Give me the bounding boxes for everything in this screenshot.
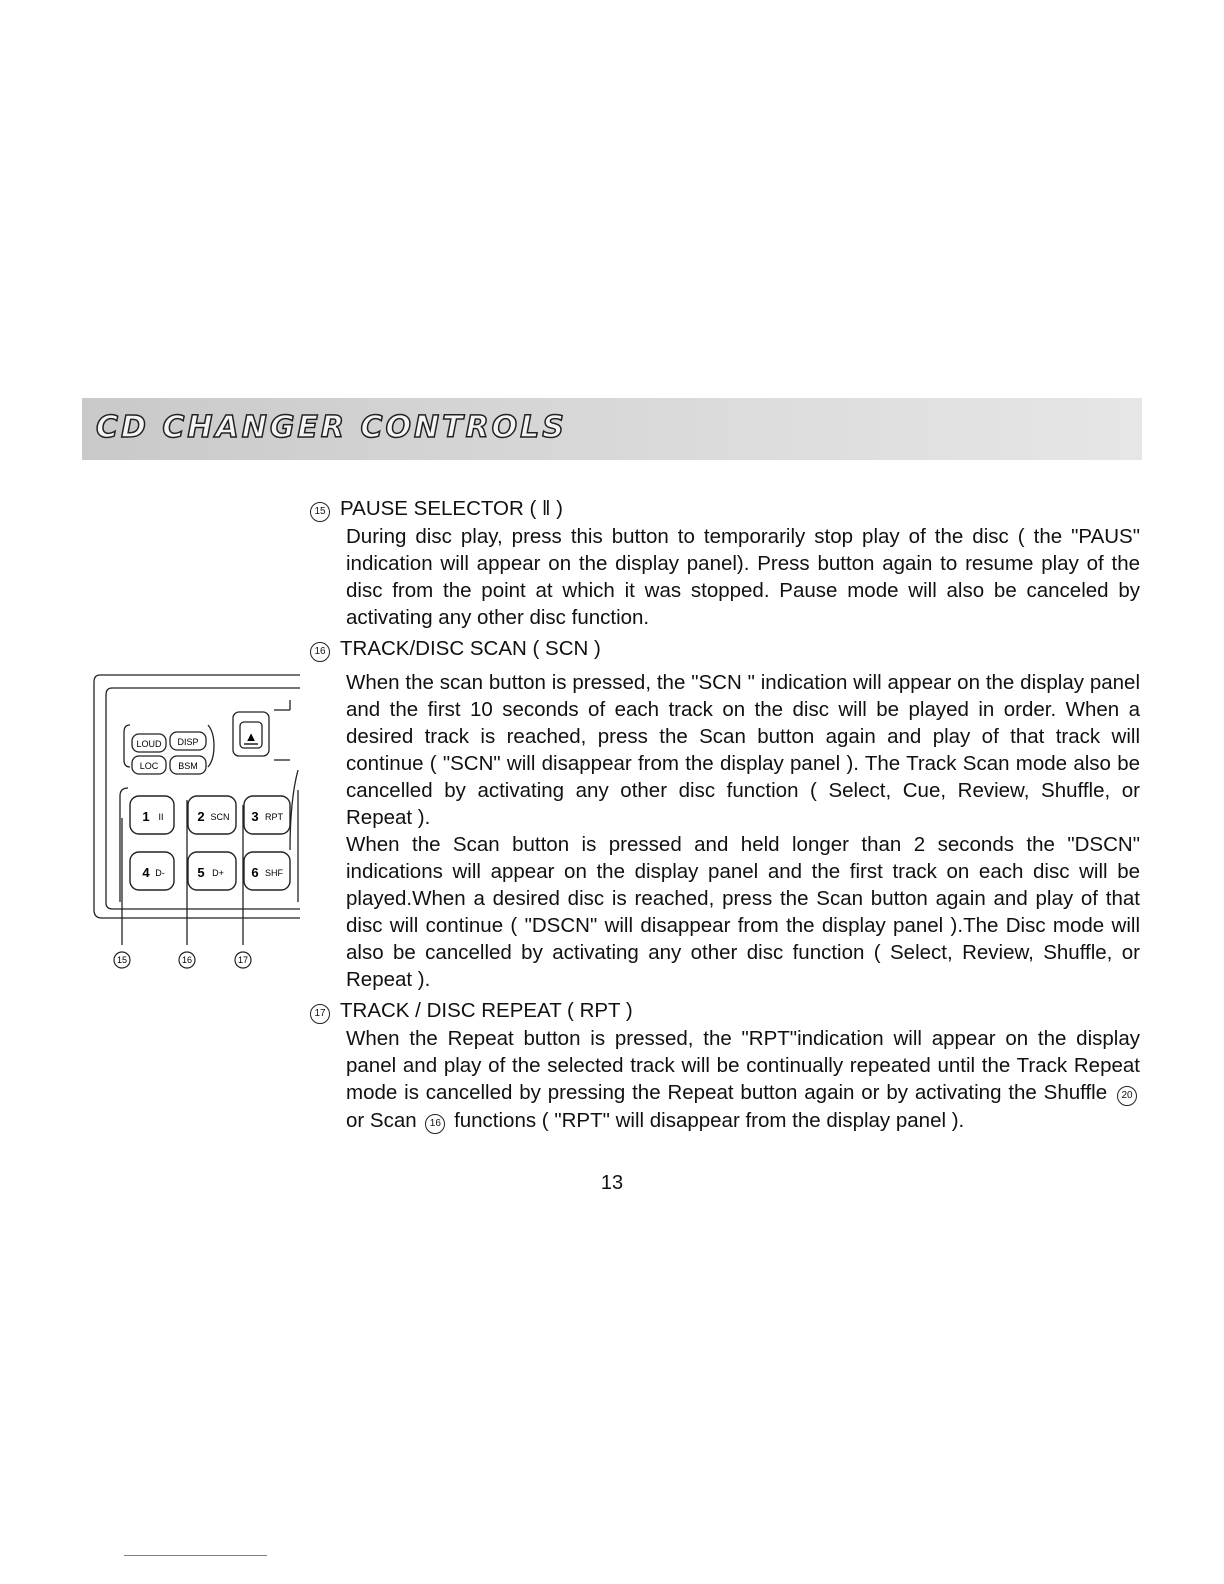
section-15-number: 15 [310, 502, 330, 522]
section-16-title: TRACK/DISC SCAN ( SCN ) [340, 637, 601, 660]
key-1-label: 1 [142, 809, 150, 824]
section-banner [82, 398, 1142, 460]
key-2-sub: SCN [210, 812, 230, 822]
key-6-label: 6 [251, 865, 259, 880]
loud-label: LOUD [136, 739, 162, 749]
section-17-heading [310, 997, 1140, 1025]
key-2-label: 2 [197, 809, 205, 824]
footer-rule [124, 1555, 267, 1556]
key-5-label: 5 [197, 865, 205, 880]
control-panel-diagram [90, 670, 310, 990]
section-16-number: 16 [310, 642, 330, 662]
key-4-label: 4 [142, 865, 150, 880]
section-16-heading [310, 635, 1140, 663]
disp-label: DISP [177, 737, 199, 747]
key-4-sub: D- [155, 868, 165, 878]
section-17-number: 17 [310, 1004, 330, 1024]
section-17-title: TRACK / DISC REPEAT ( RPT ) [340, 999, 633, 1022]
eject-icon: ▲ [244, 729, 258, 744]
banner-title: CD CHANGER CONTROLS [96, 410, 567, 445]
key-1-sub: II [158, 812, 164, 822]
callout-15: 15 [116, 955, 128, 965]
preset-keypad [130, 796, 290, 890]
loc-label: LOC [139, 761, 159, 771]
callout-16: 16 [181, 955, 193, 965]
key-5-sub: D+ [212, 868, 224, 878]
section-17-body [346, 1025, 1140, 1135]
key-6-sub: SHF [265, 868, 283, 878]
section-15-title: PAUSE SELECTOR ( ‖ ) [340, 497, 564, 520]
section-15-body: During disc play, press this button to temporarily stop play of the disc ( the "PAUS" indication will appear on the display panel). Press button again to resume play of the disc from the point at which it was stopped. Pause mode will also be canceled by activating any other disc function. [346, 525, 1140, 629]
page-number: 13 [600, 1172, 624, 1194]
section-16-body-1: When the scan button is pressed, the "SCN " indication will appear on the display panel and the first 10 seconds of each track on the disc will be played in order. When a desired track is reached, press the Scan button again and play of that track will continue ( "SCN" will disappear from the display panel ). The Track Scan mode also be cancelled by activating any other disc function ( Select, Cue, Review, Shuffle, or Repeat ). [346, 671, 1140, 829]
section-16-body-2: When the Scan button is pressed and held longer than 2 seconds the "DSCN" indications will appear on the display panel and the first track on each disc will be played.When a desired disc is reached, press the Scan button again and play of that disc will continue ( "DSCN" will disappear from the display panel ).The Disc mode will also be cancelled by activating any other disc function ( Select, Review, Shuffle, or Repeat ). [346, 833, 1140, 991]
instructions [310, 495, 1140, 1135]
key-3-label: 3 [251, 809, 259, 824]
function-keys [132, 729, 258, 774]
ref-20: 20 [1117, 1086, 1137, 1106]
section-17-text-c: functions ( "RPT" will disappear from the display panel ). [454, 1109, 965, 1132]
bsm-label: BSM [178, 761, 198, 771]
key-4-disc-down[interactable] [130, 852, 174, 890]
ref-16: 16 [425, 1114, 445, 1134]
section-17-text-a: When the Repeat button is pressed, the "RPT"indication will appear on the display panel and play of the selected track will be continually repeated until the Track Repeat mode is cancelled by pressing the Repeat button again or by activating the Shuffle [346, 1027, 1140, 1104]
section-17-text-b: or Scan [346, 1109, 417, 1132]
key-3-sub: RPT [265, 812, 283, 822]
callout-17: 17 [237, 955, 249, 965]
key-1-pause[interactable] [130, 796, 174, 834]
section-15-heading [310, 495, 1140, 523]
diagram-callouts [114, 952, 251, 968]
